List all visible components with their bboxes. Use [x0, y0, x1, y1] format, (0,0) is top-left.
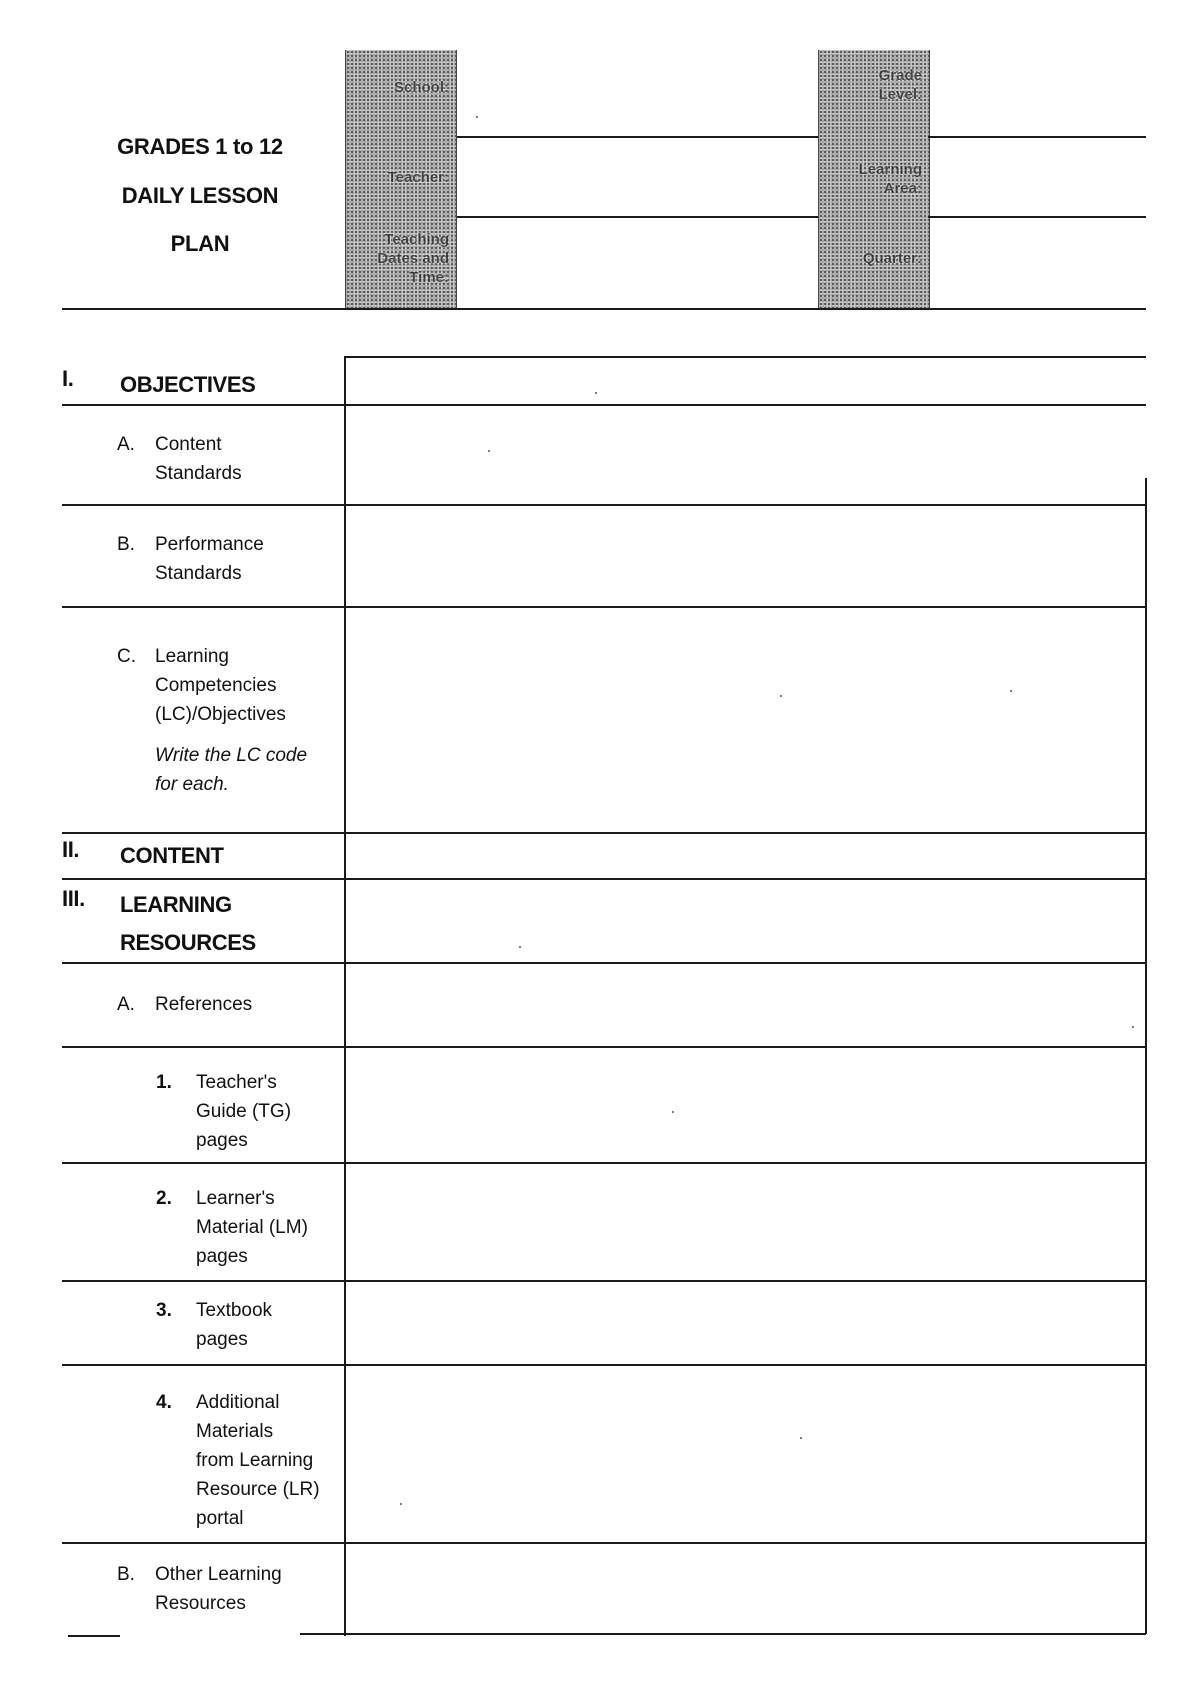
- item-text-line: Learning: [155, 646, 229, 667]
- item-text: [155, 530, 264, 588]
- item-text-line: Teacher's: [196, 1072, 277, 1093]
- section-label-line: RESOURCES: [120, 930, 256, 955]
- item-text-line: Additional: [196, 1392, 280, 1413]
- item-text: [196, 1296, 272, 1354]
- school-field[interactable]: [457, 52, 815, 136]
- item-text-line: Material (LM): [196, 1217, 308, 1238]
- grade-level-label-line1: Grade: [878, 67, 922, 84]
- item-text-line: Learner's: [196, 1188, 275, 1209]
- scan-speck: [476, 116, 478, 118]
- item-text-line: (LC)/Objectives: [155, 704, 286, 725]
- header-divider: [928, 216, 1146, 218]
- header-bottom-rule: [62, 308, 1146, 310]
- item-number: 2.: [156, 1188, 172, 1209]
- learning-area-label: [818, 160, 922, 198]
- item-text-line: Resources: [155, 1593, 246, 1614]
- section-label-line: LEARNING: [120, 892, 232, 917]
- item-letter: B.: [117, 1564, 135, 1585]
- content-standards-cell[interactable]: [348, 406, 1144, 504]
- table-right-border: [1145, 478, 1147, 1634]
- item-letter: B.: [117, 534, 135, 555]
- item-text: [196, 1388, 320, 1533]
- teacher-field[interactable]: [457, 138, 815, 216]
- item-note-line: Write the LC code: [155, 745, 308, 766]
- other-resources-cell[interactable]: [348, 1544, 1144, 1633]
- scan-speck: [1010, 690, 1012, 692]
- quarter-label: Quarter:: [862, 250, 922, 267]
- objectives-heading: [62, 366, 342, 404]
- item-text: [155, 1560, 282, 1618]
- section-number: II.: [62, 837, 80, 862]
- item-text: References: [155, 994, 253, 1015]
- item-text-line: Standards: [155, 563, 242, 584]
- teachers-guide-cell[interactable]: [348, 1048, 1144, 1162]
- objectives-cell[interactable]: [348, 358, 1144, 404]
- scan-speck: [800, 1437, 802, 1439]
- teacher-label: Teacher:: [387, 169, 449, 186]
- item-text-line: Textbook: [196, 1300, 273, 1321]
- scan-speck: [488, 450, 490, 452]
- item-text-line: pages: [196, 1246, 248, 1267]
- item-number: 4.: [156, 1392, 172, 1413]
- item-text-line: Guide (TG): [196, 1101, 292, 1122]
- section-number: I.: [62, 366, 74, 391]
- learning-competencies-cell[interactable]: [348, 608, 1144, 832]
- header-divider: [457, 216, 818, 218]
- learning-resources-heading: [62, 886, 342, 962]
- scan-speck: [519, 946, 521, 948]
- section-label: OBJECTIVES: [120, 372, 256, 397]
- teaching-dates-label: [345, 230, 449, 287]
- learning-area-field[interactable]: [930, 138, 1145, 216]
- item-text: [196, 1068, 291, 1155]
- item-text-line: Other Learning: [155, 1564, 282, 1585]
- performance-standards-cell[interactable]: [348, 506, 1144, 606]
- title-line-3: PLAN: [170, 231, 230, 256]
- section-number: III.: [62, 886, 85, 911]
- item-text-line: pages: [196, 1130, 248, 1151]
- grade-level-label-line2: Level:: [878, 86, 922, 103]
- section-label: [120, 886, 256, 962]
- teaching-dates-label-line3: Time:: [409, 269, 449, 286]
- scan-speck: [595, 392, 597, 394]
- item-text-line: Materials: [196, 1421, 274, 1442]
- table-bottom-rule-fragment: [68, 1635, 120, 1637]
- section-label: CONTENT: [120, 843, 224, 868]
- content-heading: [62, 837, 342, 877]
- table-column-divider: [344, 356, 346, 1636]
- scan-speck: [780, 695, 782, 697]
- item-text-line: Standards: [155, 463, 242, 484]
- title-line-1: GRADES 1 to 12: [117, 134, 283, 159]
- item-number: 3.: [156, 1300, 172, 1321]
- learning-resources-cell[interactable]: [348, 880, 1144, 962]
- grade-level-field[interactable]: [930, 52, 1145, 136]
- teaching-dates-label-line2: Dates and: [377, 250, 449, 267]
- teaching-dates-label-line1: Teaching: [384, 231, 449, 248]
- item-letter: A.: [117, 434, 135, 455]
- additional-materials-cell[interactable]: [348, 1366, 1144, 1542]
- item-text-line: Competencies: [155, 675, 277, 696]
- references-cell[interactable]: [348, 964, 1144, 1046]
- scan-speck: [1132, 1026, 1134, 1028]
- learning-area-label-line2: Area:: [883, 180, 922, 197]
- item-text-line: Content: [155, 434, 222, 455]
- table-bottom-rule: [300, 1633, 1146, 1635]
- learning-area-label-line1: Learning: [858, 161, 922, 178]
- item-text-line: from Learning: [196, 1450, 314, 1471]
- scan-speck: [400, 1503, 402, 1505]
- item-text-line: Performance: [155, 534, 264, 555]
- header-divider: [928, 136, 1146, 138]
- title-line-2: DAILY LESSON: [121, 183, 279, 208]
- school-label: School:: [394, 79, 449, 96]
- item-text-line: portal: [196, 1508, 244, 1529]
- item-text: [155, 430, 242, 488]
- item-text-line: pages: [196, 1329, 248, 1350]
- teaching-dates-field[interactable]: [457, 218, 815, 308]
- header-divider: [457, 136, 818, 138]
- quarter-field[interactable]: [930, 218, 1145, 308]
- scan-speck: [672, 1111, 674, 1113]
- item-text: [155, 642, 307, 799]
- item-text: [196, 1184, 308, 1271]
- textbook-cell[interactable]: [348, 1282, 1144, 1364]
- learners-material-cell[interactable]: [348, 1164, 1144, 1280]
- item-letter: C.: [117, 646, 136, 667]
- item-number: 1.: [156, 1072, 172, 1093]
- item-note-line: for each.: [155, 774, 229, 795]
- content-cell[interactable]: [348, 834, 1144, 878]
- grade-level-label: [818, 66, 922, 104]
- item-letter: A.: [117, 994, 135, 1015]
- item-text-line: Resource (LR): [196, 1479, 320, 1500]
